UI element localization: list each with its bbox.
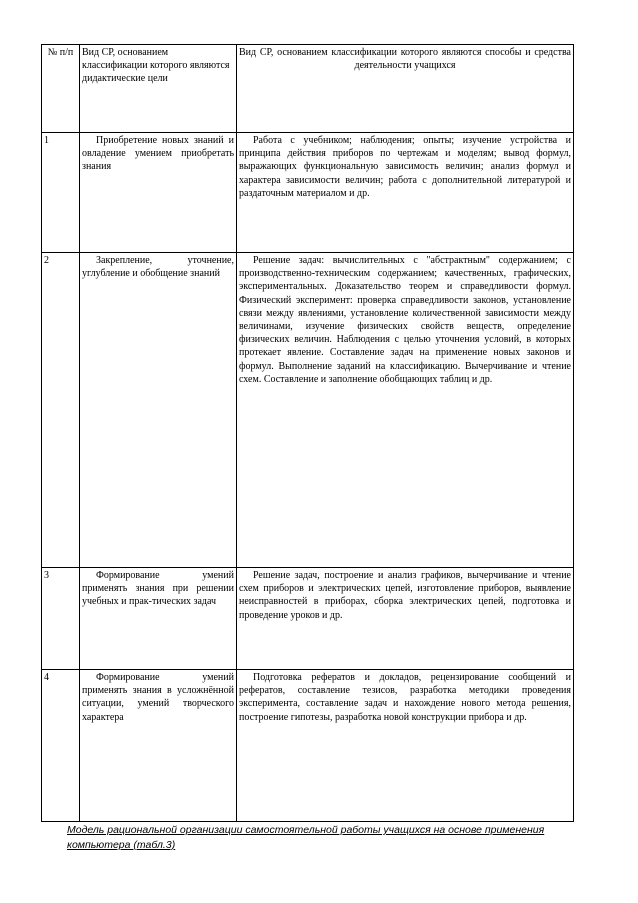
header-kind: Вид СР, основанием классификации которого являются дидактические цели — [80, 45, 237, 133]
row-num: 4 — [42, 670, 80, 822]
classification-table — [41, 44, 574, 822]
row-methods: Подготовка рефератов и докладов, рецензирование сообщений и рефератов, составление тезисов, разработка методики проведения эксперимента, составление задач и нахождение нового метода решения, построение гипотезы, разработка новой конструкции прибора и др. — [237, 670, 574, 822]
header-methods: Вид СР, основанием классификации которого являются способы и средства деятельности учащихся — [237, 45, 574, 133]
row-methods: Решение задач, построение и анализ графиков, вычерчивание и чтение схем приборов и электрических цепей, изготовление приборов, выявление неисправностей в приборах, сборка электрических цепей, подготовка и проведение уроков и др. — [237, 568, 574, 670]
table-row — [42, 568, 574, 670]
row-kind: Приобретение новых знаний и овладение умением приобретать знания — [80, 133, 237, 253]
table-header-row — [42, 45, 574, 133]
row-methods: Работа с учебником; наблюдения; опыты; изучение устройства и принципа действия приборов по чертежам и моделям; вывод формул, выражающих функциональную зависимость величин; анализ формул и характера зависимости величин; работа с дополнительной литературой и раздаточным материалом и др. — [237, 133, 574, 253]
row-num: 3 — [42, 568, 80, 670]
row-num: 1 — [42, 133, 80, 253]
row-kind: Формирование умений применять знания при решении учебных и прак-тических задач — [80, 568, 237, 670]
table-row — [42, 670, 574, 822]
table-caption: Модель рациональной организации самостоятельной работы учащихся на основе применения компьютера (табл.3) — [67, 824, 545, 851]
row-kind: Закрепление, уточнение, углубление и обобщение знаний — [80, 253, 237, 568]
row-kind: Формирование умений применять знания в усложнённой ситуации, умений творческого характера — [80, 670, 237, 822]
row-methods: Решение задач: вычислительных с "абстрактным" содержанием; с производственно-техническим содержанием; качественных, графических, экспериментальных. Доказательство теорем и справедливости формул. Физический эксперимент: проверка справедливости законов, установление связи между явлениями, установление количественной зависимости между величинами, изучение физических свойств веществ, определение физических величин. Наблюдения с целью уточнения условий, в которых протекает явление. Составление задач на применение новых законов и формул. Выполнение заданий на классификацию. Вычерчивание и чтение схем. Составление и заполнение обобщающих таблиц и др. — [237, 253, 574, 568]
row-num: 2 — [42, 253, 80, 568]
table-row — [42, 133, 574, 253]
table-row — [42, 253, 574, 568]
header-num: № п/п — [42, 45, 80, 133]
